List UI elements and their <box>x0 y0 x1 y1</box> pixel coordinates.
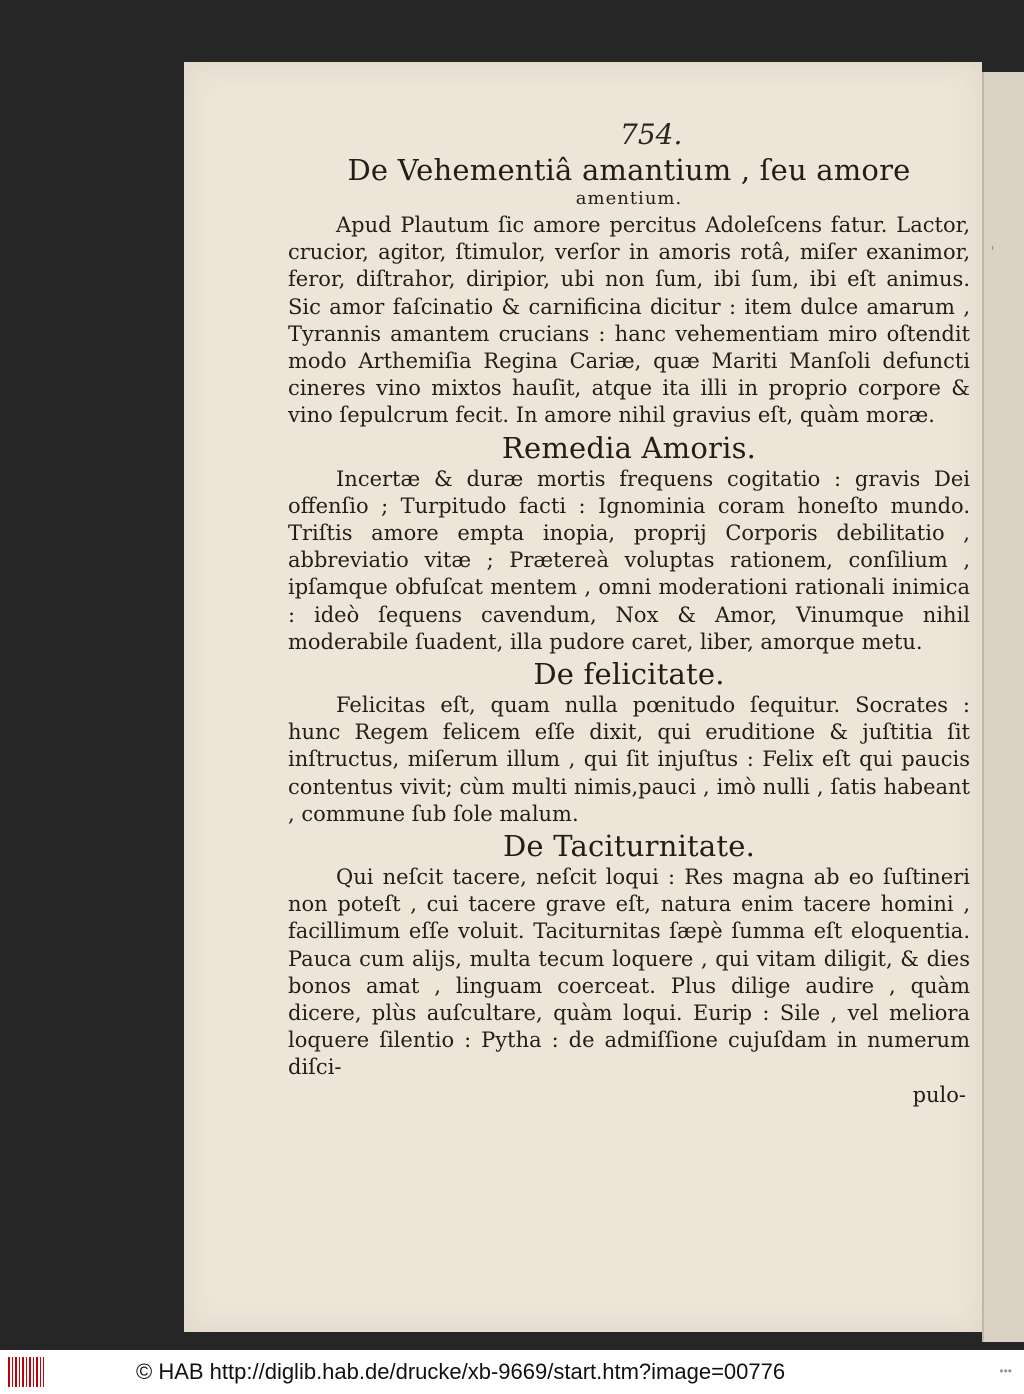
footer-bar <box>0 1350 1024 1394</box>
paragraph-taciturnitate: Qui neſcit tacere, neſcit loqui : Res magna ab eo ſuſtineri non poteſt , cui tacere grave eſt, natura enim tacere homini , facillimum eſſe voluit. Taciturnitas ſæpè ſumma eſt eloquentia. Pauca cum alijs, multa tecum loquere , qui vitam diligit, & dies bonos amat , linguam coerceat. Plus dilige audire , quàm dicere, plùs auſcultare, quàm loqui. Eurip : Sile , vel meliora loquere ſilentio : Pytha : de admiſſione cujuſdam in numerum diſci- <box>288 865 970 1080</box>
page-number: 754. <box>620 118 683 151</box>
catchword: pulo- <box>912 1082 966 1107</box>
more-icon: ••• <box>999 1364 1012 1378</box>
paragraph-remedia: Incertæ & duræ mortis frequens cogitatio : gravis Dei offenſio ; Turpitudo facti : Ignominia coram honeſto mundo. Triſtis amore empta inopia, proprij Corporis debilitatio , abbreviatio vitæ ; Prætereà voluptas rationem, conſilium , ipſamque obfuſcat mentem , omni moderationi rationali inimica : ideò ſequens cavendum, Nox & Amor, Vinumque nihil moderabile ſuadent, illa pudore caret, liber, amorque metu. <box>288 466 970 654</box>
section-heading-taciturnitate: De Taciturnitate. <box>502 829 756 864</box>
section-heading-remedia: Remedia Amoris. <box>501 430 757 465</box>
paragraph-felicitate: Felicitas eſt, quam nulla pœnitudo ſequitur. Socrates : hunc Regem felicem eſſe dixit, qui eruditione & juſtitia ſit inſtructus, miſerum illum , qui ſit injuſtus : Felix eſt qui paucis contentus vivit; cùm multi nimis,pauci , imò nulli , ſatis habeant , commune ſub ſole malum. <box>288 693 970 826</box>
hab-logo-icon <box>8 1357 44 1387</box>
footer-copyright-link[interactable]: © HAB http://diglib.hab.de/drucke/xb-9669/start.htm?image=00776 <box>136 1359 786 1384</box>
section-heading-felicitate: De felicitate. <box>533 657 725 692</box>
paragraph-vehementia: Apud Plautum ſic amore percitus Adoleſcens fatur. Lactor, crucior, agitor, ſtimulor, verſor in amoris rotâ, miſer exanimor, feror, diſtrahor, diripior, ubi non ſum, ibi ſum, ibi eſt animus. Sic amor faſcinatio & carnificina dicitur : item dulce amarum , Tyrannis amantem crucians : hanc vehementiam miro oſtendit modo Arthemiſia Regina Cariæ, quæ Mariti Manſoli defuncti cineres vino mixtos hauſit, atque ita illi in proprio corpore & vino ſepulcrum fecit. In amore nihil gravius eſt, quàm moræ. <box>288 213 970 428</box>
page-text <box>288 152 970 1109</box>
book-page <box>184 62 982 1332</box>
section-heading-vehementia: De Vehementiâ amantium , ſeu amore <box>347 153 911 187</box>
adjacent-page-edge: ˌ <box>982 72 1024 1342</box>
section-subheading-amentium: amentium. <box>575 188 683 209</box>
